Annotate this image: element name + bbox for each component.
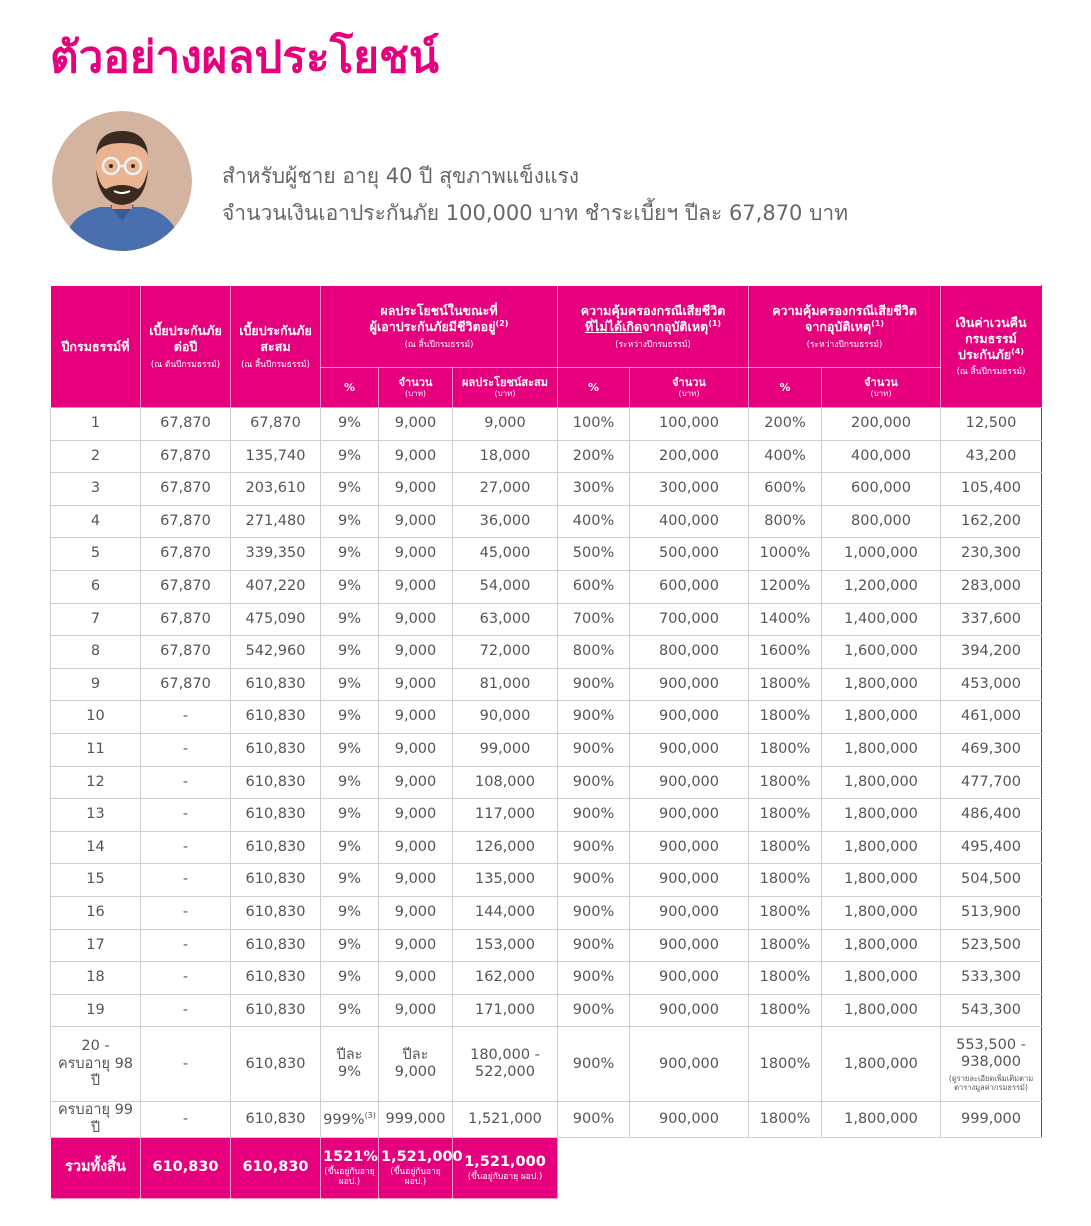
table-cell: 9,000	[379, 896, 453, 929]
table-cell: 3	[51, 473, 141, 506]
table-cell: 9%	[321, 994, 379, 1027]
table-cell: 15	[51, 864, 141, 897]
header-surrender-value: เงินค่าเวนคืน กรมธรรม์ ประกันภัย$^{(4)}$ (ณ สิ้นปีกรมธรรม์)	[941, 286, 1042, 408]
table-cell: 600%	[749, 473, 822, 506]
table-cell: ปีละ 9%	[321, 1027, 379, 1102]
table-cell: 9,000	[453, 408, 558, 441]
table-cell: 610,830	[231, 766, 321, 799]
table-cell: 67,870	[141, 473, 231, 506]
table-cell: ปีละ 9,000	[379, 1027, 453, 1102]
header-living-accum-benefit: ผลประโยชน์สะสม (บาท)	[453, 368, 558, 408]
table-cell: 9,000	[379, 864, 453, 897]
table-cell: 9,000	[379, 799, 453, 832]
table-cell: 1000%	[749, 538, 822, 571]
table-cell: -	[141, 799, 231, 832]
table-cell: 9%	[321, 929, 379, 962]
table-cell: 700%	[558, 603, 630, 636]
table-cell: 900,000	[630, 733, 749, 766]
table-cell: 900%	[558, 929, 630, 962]
table-row-age-99	[51, 1102, 1042, 1138]
table-row	[51, 408, 1042, 441]
table-cell: 477,700	[941, 766, 1042, 799]
table-cell: 6	[51, 570, 141, 603]
header-nonacc-pct: %	[558, 368, 630, 408]
table-cell: 14	[51, 831, 141, 864]
table-cell: 81,000	[453, 668, 558, 701]
header-accident-death: ความคุ้มครองกรณีเสียชีวิต จากอุบัติเหตุ$^{(1)}$ (ระหว่างปีกรมธรรม์)	[749, 286, 941, 368]
table-cell: 1800%	[749, 799, 822, 832]
table-row	[51, 766, 1042, 799]
table-cell: 900%	[558, 1102, 630, 1138]
header-premium-per-year: เบี้ยประกันภัยต่อปี (ณ ต้นปีกรมธรรม์)	[141, 286, 231, 408]
header-nonacc-amount: จำนวน (บาท)	[630, 368, 749, 408]
table-cell: 27,000	[453, 473, 558, 506]
table-cell: 20 - ครบอายุ 98 ปี	[51, 1027, 141, 1102]
table-cell: 67,870	[141, 440, 231, 473]
table-cell: 153,000	[453, 929, 558, 962]
table-cell: 9%	[321, 408, 379, 441]
table-cell: 610,830	[231, 799, 321, 832]
table-cell: 9,000	[379, 636, 453, 669]
table-cell: 1600%	[749, 636, 822, 669]
table-cell: 337,600	[941, 603, 1042, 636]
table-cell: -	[141, 1027, 231, 1102]
table-cell: 67,870	[141, 505, 231, 538]
table-cell: 117,000	[453, 799, 558, 832]
table-cell: 900%	[558, 766, 630, 799]
table-cell: 200%	[558, 440, 630, 473]
table-cell: 533,300	[941, 962, 1042, 995]
table-cell: 9%	[321, 570, 379, 603]
table-cell: 1,800,000	[822, 766, 941, 799]
table-cell: 19	[51, 994, 141, 1027]
table-cell: 999%$^{(3)}$	[321, 1102, 379, 1138]
table-cell: 200,000	[630, 440, 749, 473]
table-row	[51, 896, 1042, 929]
table-cell: 300%	[558, 473, 630, 506]
header-non-accident-death: ความคุ้มครองกรณีเสียชีวิต ที่ไม่ได้เกิดจากอุบัติเหตุ$^{(1)}$ (ระหว่างปีกรมธรรม์)	[558, 286, 749, 368]
table-cell: 900%	[558, 668, 630, 701]
table-cell: 9%	[321, 440, 379, 473]
table-cell: 12	[51, 766, 141, 799]
table-cell: 1800%	[749, 994, 822, 1027]
table-cell: 135,000	[453, 864, 558, 897]
table-cell: 610,830	[231, 962, 321, 995]
table-cell: 72,000	[453, 636, 558, 669]
table-cell: 2	[51, 440, 141, 473]
table-cell: 1800%	[749, 733, 822, 766]
table-cell: 610,830	[231, 1138, 321, 1199]
table-cell: 900,000	[630, 1102, 749, 1138]
table-cell: 900,000	[630, 896, 749, 929]
page-title: ตัวอย่างผลประโยชน์	[50, 32, 439, 83]
table-cell: 1800%	[749, 929, 822, 962]
table-cell: 67,870	[231, 408, 321, 441]
table-cell: 67,870	[141, 538, 231, 571]
table-cell: 1,800,000	[822, 831, 941, 864]
table-cell: 1,521,000	[453, 1102, 558, 1138]
table-cell: 469,300	[941, 733, 1042, 766]
table-cell: 400%	[749, 440, 822, 473]
table-cell: 36,000	[453, 505, 558, 538]
table-cell: 475,090	[231, 603, 321, 636]
table-cell: 610,830	[141, 1138, 231, 1199]
table-row	[51, 668, 1042, 701]
table-cell: 504,500	[941, 864, 1042, 897]
table-cell: 300,000	[630, 473, 749, 506]
table-cell: 12,500	[941, 408, 1042, 441]
table-row	[51, 962, 1042, 995]
subtitle-profile: สำหรับผู้ชาย อายุ 40 ปี สุขภาพแข็งแรง	[222, 164, 580, 188]
table-cell: 7	[51, 603, 141, 636]
table-cell: 9,000	[379, 603, 453, 636]
table-cell: -	[141, 701, 231, 734]
table-cell: 9%	[321, 962, 379, 995]
table-cell: 1800%	[749, 701, 822, 734]
table-row	[51, 701, 1042, 734]
table-cell: 171,000	[453, 994, 558, 1027]
table-cell: -	[141, 766, 231, 799]
table-cell: 900%	[558, 896, 630, 929]
table-cell: 1800%	[749, 896, 822, 929]
table-cell: 900,000	[630, 929, 749, 962]
table-cell: 1800%	[749, 1102, 822, 1138]
table-cell: 800,000	[822, 505, 941, 538]
table-cell: รวมทั้งสิ้น	[51, 1138, 141, 1199]
table-cell: 1,600,000	[822, 636, 941, 669]
table-cell: 1,800,000	[822, 962, 941, 995]
table-cell: 1521% (ขึ้นอยู่กับอายุ ผอป.)	[321, 1138, 379, 1199]
table-cell: 9,000	[379, 668, 453, 701]
table-cell: 900,000	[630, 994, 749, 1027]
table-cell: 1,200,000	[822, 570, 941, 603]
table-cell: 900%	[558, 994, 630, 1027]
table-cell: 800,000	[630, 636, 749, 669]
table-cell: 500%	[558, 538, 630, 571]
table-cell: -	[141, 1102, 231, 1138]
table-cell: 1200%	[749, 570, 822, 603]
table-cell: 9%	[321, 864, 379, 897]
table-cell: 17	[51, 929, 141, 962]
header-living-benefit: ผลประโยชน์ในขณะที่ ผู้เอาประกันภัยมีชีวิตอยู่$^{(2)}$ (ณ สิ้นปีกรมธรรม์)	[321, 286, 558, 368]
table-cell: 1,400,000	[822, 603, 941, 636]
table-cell: 407,220	[231, 570, 321, 603]
table-cell: 9%	[321, 701, 379, 734]
table-cell: 1800%	[749, 766, 822, 799]
man-with-beard-glasses-avatar	[52, 111, 192, 251]
table-cell: 610,830	[231, 701, 321, 734]
table-cell: 67,870	[141, 603, 231, 636]
header-policy-year: ปีกรมธรรม์ที่	[51, 286, 141, 408]
table-cell: 1800%	[749, 831, 822, 864]
table-cell: 900,000	[630, 701, 749, 734]
table-cell: 900%	[558, 733, 630, 766]
table-cell: 600,000	[630, 570, 749, 603]
table-cell: 43,200	[941, 440, 1042, 473]
table-cell: 67,870	[141, 408, 231, 441]
table-cell: 900,000	[630, 799, 749, 832]
table-cell: 900%	[558, 799, 630, 832]
table-cell: 1,800,000	[822, 994, 941, 1027]
table-cell: 9%	[321, 896, 379, 929]
subtitle-sum-assured: จำนวนเงินเอาประกันภัย 100,000 บาท ชำระเบี้ยฯ ปีละ 67,870 บาท	[222, 201, 849, 225]
table-cell: 600,000	[822, 473, 941, 506]
table-cell: -	[141, 831, 231, 864]
table-row	[51, 799, 1042, 832]
table-cell: 900,000	[630, 962, 749, 995]
table-cell: 400,000	[630, 505, 749, 538]
table-cell: 9,000	[379, 962, 453, 995]
table-cell: 610,830	[231, 733, 321, 766]
table-row	[51, 636, 1042, 669]
table-cell: 271,480	[231, 505, 321, 538]
table-cell: 1400%	[749, 603, 822, 636]
table-cell: 9%	[321, 831, 379, 864]
table-cell: 9,000	[379, 408, 453, 441]
table-cell: 400,000	[822, 440, 941, 473]
table-cell: 1,800,000	[822, 668, 941, 701]
table-cell: 1,521,000 (ขึ้นอยู่กับอายุ ผอป.)	[453, 1138, 558, 1199]
table-cell: 1,800,000	[822, 701, 941, 734]
table-cell: 8	[51, 636, 141, 669]
table-cell: ครบอายุ 99 ปี	[51, 1102, 141, 1138]
header-living-pct: %	[321, 368, 379, 408]
table-cell: 900%	[558, 962, 630, 995]
table-cell: 283,000	[941, 570, 1042, 603]
table-cell: 900%	[558, 1027, 630, 1102]
table-cell: 500,000	[630, 538, 749, 571]
table-cell: 54,000	[453, 570, 558, 603]
table-cell: 11	[51, 733, 141, 766]
table-cell: 9,000	[379, 570, 453, 603]
table-cell: 1800%	[749, 864, 822, 897]
table-cell: 1,800,000	[822, 896, 941, 929]
table-cell: 610,830	[231, 994, 321, 1027]
table-cell: 200,000	[822, 408, 941, 441]
benefit-table	[50, 285, 1042, 1199]
table-row	[51, 440, 1042, 473]
table-cell: 900%	[558, 701, 630, 734]
table-cell: -	[141, 733, 231, 766]
table-cell: 16	[51, 896, 141, 929]
table-cell: 18	[51, 962, 141, 995]
table-cell: 610,830	[231, 1102, 321, 1138]
table-cell: 4	[51, 505, 141, 538]
header-acc-pct: %	[749, 368, 822, 408]
table-cell: 9	[51, 668, 141, 701]
table-cell: 45,000	[453, 538, 558, 571]
table-cell: 9,000	[379, 929, 453, 962]
table-cell: 999,000	[941, 1102, 1042, 1138]
table-cell: 1800%	[749, 668, 822, 701]
table-cell: 461,000	[941, 701, 1042, 734]
table-row-year-20-to-98	[51, 1027, 1042, 1102]
table-cell: 9,000	[379, 538, 453, 571]
table-cell: 9,000	[379, 440, 453, 473]
table-cell: 67,870	[141, 636, 231, 669]
table-cell: -	[141, 929, 231, 962]
table-cell: 144,000	[453, 896, 558, 929]
table-cell: 610,830	[231, 1027, 321, 1102]
table-cell: 400%	[558, 505, 630, 538]
table-cell: 523,500	[941, 929, 1042, 962]
table-cell: 9,000	[379, 994, 453, 1027]
table-cell: 5	[51, 538, 141, 571]
table-cell: 135,740	[231, 440, 321, 473]
table-cell: 1,800,000	[822, 929, 941, 962]
table-row	[51, 733, 1042, 766]
table-cell: 9,000	[379, 766, 453, 799]
table-row	[51, 994, 1042, 1027]
table-cell: 230,300	[941, 538, 1042, 571]
table-cell: 1800%	[749, 1027, 822, 1102]
table-cell: 1,000,000	[822, 538, 941, 571]
table-row	[51, 473, 1042, 506]
table-cell: 610,830	[231, 896, 321, 929]
table-cell: 610,830	[231, 668, 321, 701]
table-cell: 105,400	[941, 473, 1042, 506]
table-row	[51, 929, 1042, 962]
table-cell: 1	[51, 408, 141, 441]
table-cell: 486,400	[941, 799, 1042, 832]
table-cell: 9,000	[379, 505, 453, 538]
table-cell: 900,000	[630, 766, 749, 799]
table-cell: 9,000	[379, 831, 453, 864]
header-acc-amount: จำนวน (บาท)	[822, 368, 941, 408]
table-cell: 1,800,000	[822, 1102, 941, 1138]
table-cell: 10	[51, 701, 141, 734]
table-cell: 700,000	[630, 603, 749, 636]
table-cell: 900,000	[630, 864, 749, 897]
table-cell: -	[141, 994, 231, 1027]
table-cell: 9,000	[379, 733, 453, 766]
table-cell: 1,800,000	[822, 1027, 941, 1102]
table-cell: 800%	[558, 636, 630, 669]
table-row	[51, 570, 1042, 603]
table-cell: 9%	[321, 473, 379, 506]
table-cell: 9%	[321, 668, 379, 701]
table-cell: 900,000	[630, 1027, 749, 1102]
table-cell: 90,000	[453, 701, 558, 734]
table-cell: 126,000	[453, 831, 558, 864]
table-row	[51, 864, 1042, 897]
table-cell: 9,000	[379, 701, 453, 734]
table-cell: 200%	[749, 408, 822, 441]
table-cell: 610,830	[231, 929, 321, 962]
table-cell: 543,300	[941, 994, 1042, 1027]
table-cell: 100%	[558, 408, 630, 441]
table-cell: 99,000	[453, 733, 558, 766]
table-row-total	[51, 1138, 1042, 1199]
table-cell	[558, 1138, 1042, 1199]
table-cell: 67,870	[141, 668, 231, 701]
table-cell: 900%	[558, 831, 630, 864]
table-row	[51, 538, 1042, 571]
table-cell: 63,000	[453, 603, 558, 636]
table-cell: -	[141, 864, 231, 897]
table-cell: 100,000	[630, 408, 749, 441]
table-cell: 453,000	[941, 668, 1042, 701]
table-cell: 108,000	[453, 766, 558, 799]
table-cell: 394,200	[941, 636, 1042, 669]
header-accumulated-premium: เบี้ยประกันภัยสะสม (ณ สิ้นปีกรมธรรม์)	[231, 286, 321, 408]
table-cell: 203,610	[231, 473, 321, 506]
table-cell: 610,830	[231, 864, 321, 897]
table-cell: 339,350	[231, 538, 321, 571]
table-cell: -	[141, 962, 231, 995]
table-cell: 67,870	[141, 570, 231, 603]
table-cell: 13	[51, 799, 141, 832]
table-cell: 18,000	[453, 440, 558, 473]
table-cell: 9%	[321, 538, 379, 571]
header-living-amount: จำนวน (บาท)	[379, 368, 453, 408]
table-cell: 553,500 - 938,000 (ดูรายละเอียดเพิ่มเติมตามตารางมูลค่ากรมธรรม์)	[941, 1027, 1042, 1102]
table-row	[51, 505, 1042, 538]
table-cell: 1800%	[749, 962, 822, 995]
table-cell: 1,800,000	[822, 733, 941, 766]
table-cell: 999,000	[379, 1102, 453, 1138]
table-row	[51, 831, 1042, 864]
table-cell: 162,200	[941, 505, 1042, 538]
table-cell: 495,400	[941, 831, 1042, 864]
table-cell: 9,000	[379, 473, 453, 506]
table-cell: 600%	[558, 570, 630, 603]
table-cell: 9%	[321, 766, 379, 799]
table-cell: 1,521,000 (ขึ้นอยู่กับอายุ ผอป.)	[379, 1138, 453, 1199]
table-cell: 542,960	[231, 636, 321, 669]
table-cell: 9%	[321, 799, 379, 832]
table-cell: 900,000	[630, 668, 749, 701]
table-cell: 513,900	[941, 896, 1042, 929]
table-cell: 900%	[558, 864, 630, 897]
table-cell: 9%	[321, 636, 379, 669]
table-cell: 1,800,000	[822, 864, 941, 897]
table-cell: 900,000	[630, 831, 749, 864]
table-cell: 610,830	[231, 831, 321, 864]
table-cell: -	[141, 896, 231, 929]
table-cell: 162,000	[453, 962, 558, 995]
table-cell: 9%	[321, 733, 379, 766]
table-cell: 800%	[749, 505, 822, 538]
table-row	[51, 603, 1042, 636]
table-cell: 1,800,000	[822, 799, 941, 832]
table-cell: 180,000 - 522,000	[453, 1027, 558, 1102]
table-cell: 9%	[321, 505, 379, 538]
table-cell: 9%	[321, 603, 379, 636]
